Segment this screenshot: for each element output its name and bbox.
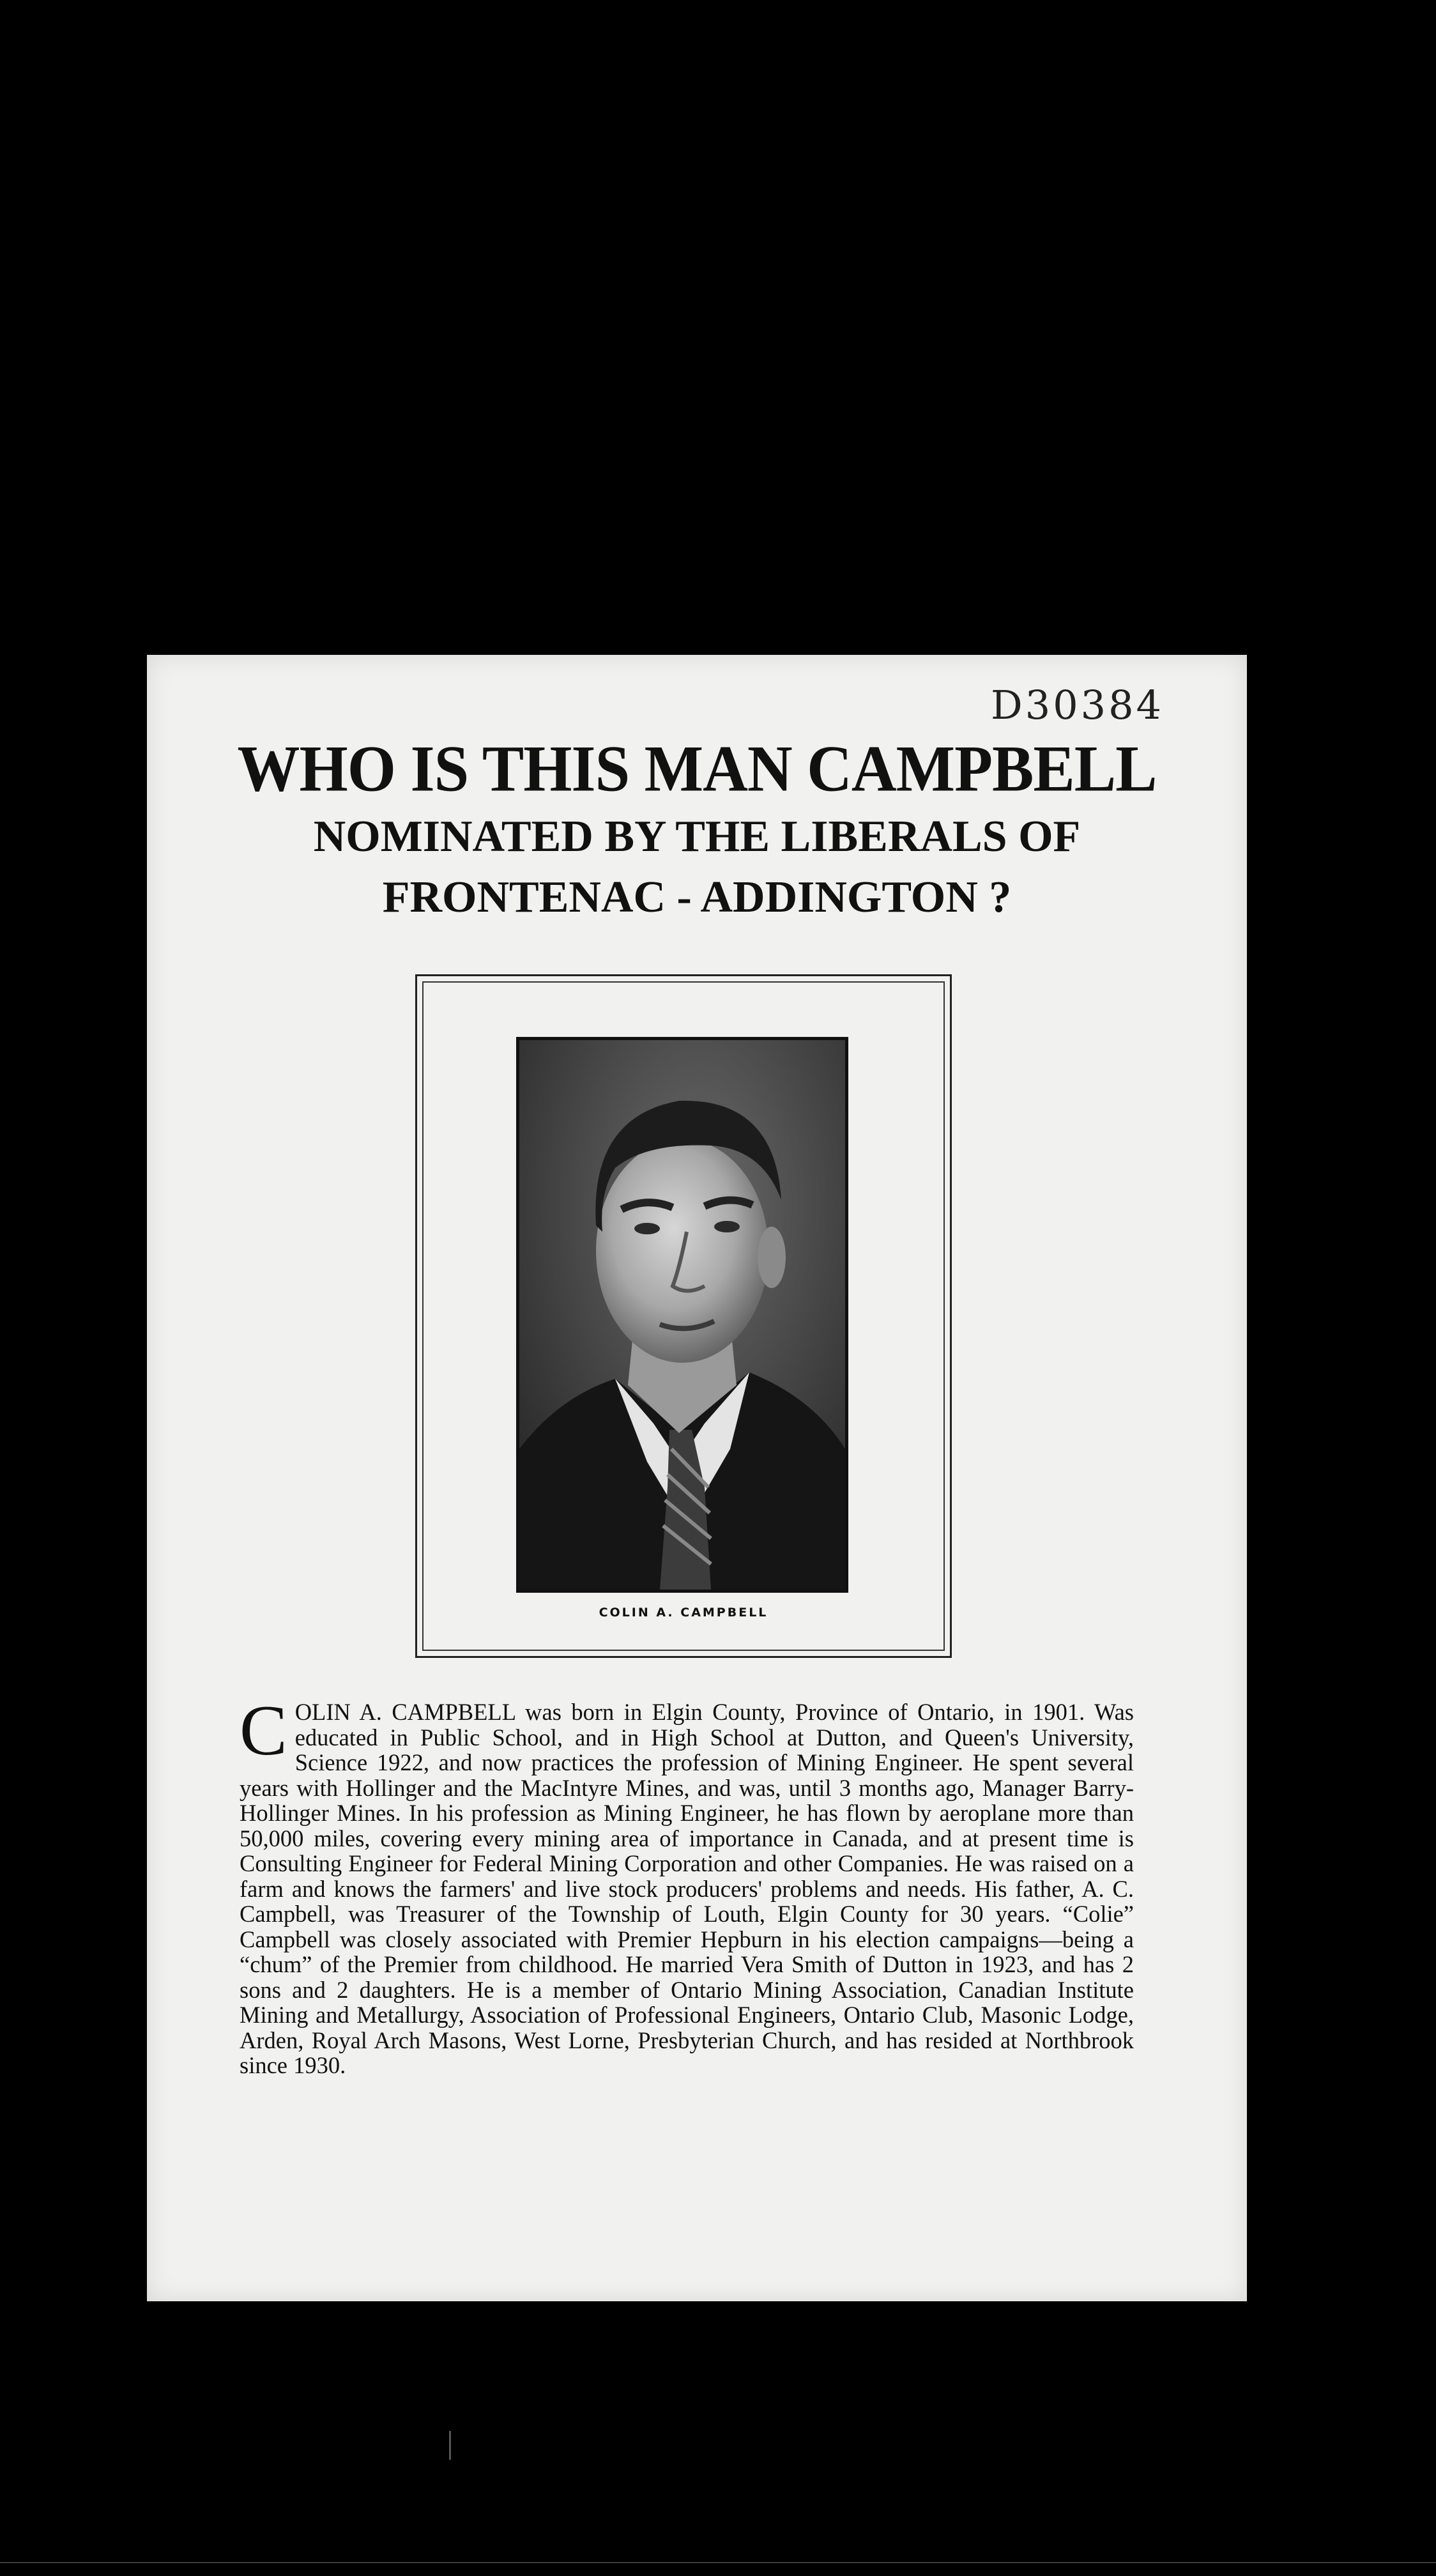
headline-line-2: NOMINATED BY THE LIBERALS OF [313,812,1081,861]
film-mark [449,2431,451,2460]
biography-paragraph [240,1691,1134,2078]
portrait-frame [415,974,952,1658]
portrait-photo [516,1037,848,1593]
headline-line-3: FRONTENAC - ADDINGTON ? [382,873,1012,922]
document-number: D30384 [991,682,1164,728]
drop-cap: C [240,1691,287,1770]
headline-line-1: WHO IS THIS MAN CAMPBELL [237,733,1157,806]
film-edge-line [0,2562,1436,2563]
biography-text: OLIN A. CAMPBELL was born in Elgin County, Province of Ontario, in 1901. Was educated in Public School, and in High School at Dutton, and Queen's University, Science 1922, and now practices the profession of Mining Engineer. He spent several years with Hollinger and the MacIntyre Mines, and was, until 3 months ago, Manager Barry-Hollinger Mines. In his profession as Mining Engineer, he has flown by aeroplane more than 50,000 miles, covering every mining area of importance in Canada, and at present time is Consulting Engineer for Federal Mining Corporation and other Companies. He was raised on a farm and knows the farmers' and live stock producers' problems and needs. His father, A. C. Campbell, was Treasurer of the Township of Louth, Elgin County for 30 years. “Colie” Campbell was closely associated with Premier Hepburn in his election campaigns—being a “chum” of the Premier from childhood. He married Vera Smith of Dutton in 1923, and has 2 sons and 2 daughters. He is a member of Ontario Mining Association, Canadian Institute Mining and Metallurgy, Association of Professional Engineers, Ontario Club, Masonic Lodge, Arden, Royal Arch Masons, West Lorne, Presbyterian Church, and has resided at Northbrook since 1930. [240,1699,1134,2078]
portrait-caption: COLIN A. CAMPBELL [599,1606,768,1620]
document-page [147,655,1247,2301]
